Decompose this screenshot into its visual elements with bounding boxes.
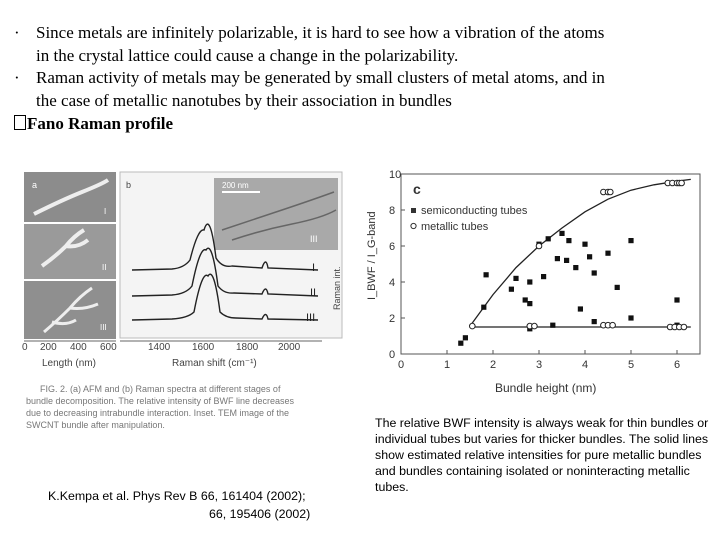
x-tick-label: 0 bbox=[398, 359, 405, 371]
bullet-2-line-1: Raman activity of metals may be generated by small clusters of metal atoms, and in bbox=[36, 68, 605, 87]
x-tick-label: 6 bbox=[674, 359, 681, 371]
metallic-point bbox=[532, 323, 538, 329]
bullet-1-line-2: in the crystal lattice could cause a change in the polarizability. bbox=[36, 45, 459, 65]
bullet-list bbox=[14, 22, 714, 112]
fano-heading-text: Fano Raman profile bbox=[27, 114, 174, 133]
chart-curves bbox=[470, 179, 691, 327]
semiconducting-point bbox=[541, 274, 546, 279]
y-tick-label: 0 bbox=[389, 349, 396, 361]
afm-stage-3: III bbox=[100, 323, 107, 332]
x-tick-label: 5 bbox=[628, 359, 635, 371]
semiconducting-point bbox=[587, 254, 592, 259]
panel-c-label: c bbox=[413, 181, 421, 197]
y-tick-label: 4 bbox=[389, 277, 396, 289]
panel-a-label: a bbox=[32, 180, 38, 190]
semiconducting-point bbox=[546, 236, 551, 241]
legend-metallic-marker bbox=[411, 223, 416, 228]
curve-pure-metallic-bundles bbox=[470, 179, 691, 326]
semiconducting-point bbox=[527, 301, 532, 306]
afm-stage-2: II bbox=[102, 263, 107, 272]
raman-afm-figure bbox=[22, 170, 348, 430]
semiconducting-point bbox=[463, 335, 468, 340]
raman-tick-1800: 1800 bbox=[236, 342, 259, 353]
afm-axis-label: Length (nm) bbox=[42, 358, 96, 369]
raman-y-label: Raman int. bbox=[332, 266, 342, 310]
chart-x-label: Bundle height (nm) bbox=[495, 381, 597, 395]
bullet-2-line-2: the case of metallic nanotubes by their association in bundles bbox=[36, 90, 452, 110]
semiconducting-point bbox=[559, 231, 564, 236]
reference bbox=[48, 487, 310, 523]
x-tick-label: 4 bbox=[582, 359, 589, 371]
metallic-point bbox=[536, 243, 542, 249]
figure-caption: The relative BWF intensity is always weak for thin bundles or individual tubes but varies for thicker bundles. The solid lines show estimated relative intensities for pure metallic bundles and bundles containing isolated or noninteracting metallic tubes. bbox=[375, 416, 709, 494]
chart-ticks bbox=[389, 169, 680, 371]
semiconducting-point bbox=[578, 306, 583, 311]
afm-tick-600: 600 bbox=[100, 342, 117, 353]
bwf-chart-svg bbox=[365, 160, 708, 400]
afm-stage-1: I bbox=[104, 207, 107, 216]
y-tick-label: 8 bbox=[389, 205, 396, 217]
y-tick-label: 6 bbox=[389, 241, 396, 253]
semiconducting-point bbox=[573, 265, 578, 270]
semiconducting-point bbox=[592, 270, 597, 275]
semiconducting-point bbox=[628, 238, 633, 243]
x-tick-label: 3 bbox=[536, 359, 543, 371]
semiconducting-point bbox=[555, 256, 560, 261]
semiconducting-point bbox=[513, 276, 518, 281]
semiconducting-point bbox=[527, 279, 532, 284]
semiconducting-point bbox=[550, 323, 555, 328]
afm-tick-400: 400 bbox=[70, 342, 87, 353]
chart-y-label: I_BWF / I_G-band bbox=[366, 211, 378, 300]
fano-heading bbox=[14, 114, 173, 134]
semiconducting-point bbox=[564, 258, 569, 263]
bwf-intensity-chart bbox=[365, 160, 708, 400]
bullet-box-icon bbox=[14, 115, 26, 130]
legend-metallic: metallic tubes bbox=[421, 221, 489, 233]
metallic-point bbox=[679, 180, 685, 186]
fig2-caption-3: due to decreasing intrabundle interaction. Inset. TEM image of the bbox=[26, 408, 289, 418]
semiconducting-point bbox=[582, 242, 587, 247]
raman-afm-svg bbox=[22, 170, 348, 430]
fig2-caption-4: SWCNT bundle after manipulation. bbox=[26, 420, 165, 430]
semiconducting-point bbox=[509, 287, 514, 292]
semiconducting-point bbox=[484, 272, 489, 277]
raman-tick-1600: 1600 bbox=[192, 342, 215, 353]
legend-semiconducting: semiconducting tubes bbox=[421, 205, 528, 217]
semiconducting-point bbox=[674, 297, 679, 302]
semiconducting-point bbox=[523, 297, 528, 302]
afm-tick-200: 200 bbox=[40, 342, 57, 353]
metallic-point bbox=[610, 322, 616, 328]
bullet-item-2-continued bbox=[14, 90, 714, 113]
fig2-caption-1: FIG. 2. (a) AFM and (b) Raman spectra at different stages of bbox=[40, 384, 281, 394]
fig2-caption-2: bundle decomposition. The relative intensity of BWF line decreases bbox=[26, 396, 294, 406]
y-tick-label: 10 bbox=[389, 169, 402, 181]
semiconducting-point bbox=[615, 285, 620, 290]
metallic-point bbox=[681, 324, 687, 330]
x-tick-label: 1 bbox=[444, 359, 451, 371]
legend-semiconducting-marker bbox=[411, 208, 416, 213]
reference-line-2: 66, 195406 (2002) bbox=[209, 507, 311, 521]
y-tick-label: 2 bbox=[389, 313, 396, 325]
inset-stage-label: III bbox=[310, 234, 318, 244]
inset-scale-label: 200 nm bbox=[222, 181, 249, 190]
panel-b-label: b bbox=[126, 180, 132, 190]
raman-tick-1400: 1400 bbox=[148, 342, 171, 353]
bullet-dot-icon: · bbox=[14, 23, 20, 42]
raman-axis-label: Raman shift (cm⁻¹) bbox=[172, 358, 257, 369]
semiconducting-point bbox=[458, 341, 463, 346]
spectrum-label-III: III bbox=[306, 312, 316, 324]
semiconducting-point bbox=[605, 251, 610, 256]
spectrum-label-I: I bbox=[312, 262, 316, 274]
reference-line-1: K.Kempa et al. Phys Rev B 66, 161404 (2002); bbox=[48, 489, 306, 503]
raman-tick-2000: 2000 bbox=[278, 342, 301, 353]
bullet-1-line-1: Since metals are infinitely polarizable, it is hard to see how a vibration of the atoms bbox=[36, 23, 605, 42]
metallic-point bbox=[608, 189, 614, 195]
semiconducting-point bbox=[592, 319, 597, 324]
bullet-item-2 bbox=[14, 67, 714, 90]
bullet-dot-icon: · bbox=[14, 68, 20, 87]
spectrum-label-II: II bbox=[310, 287, 317, 299]
bullet-item-1 bbox=[14, 22, 714, 45]
bullet-item-1-continued bbox=[14, 45, 714, 68]
x-tick-label: 2 bbox=[490, 359, 497, 371]
semiconducting-point bbox=[628, 315, 633, 320]
semiconducting-point bbox=[566, 238, 571, 243]
afm-tick-0: 0 bbox=[22, 342, 28, 353]
semiconducting-point bbox=[481, 305, 486, 310]
metallic-point bbox=[470, 323, 476, 329]
